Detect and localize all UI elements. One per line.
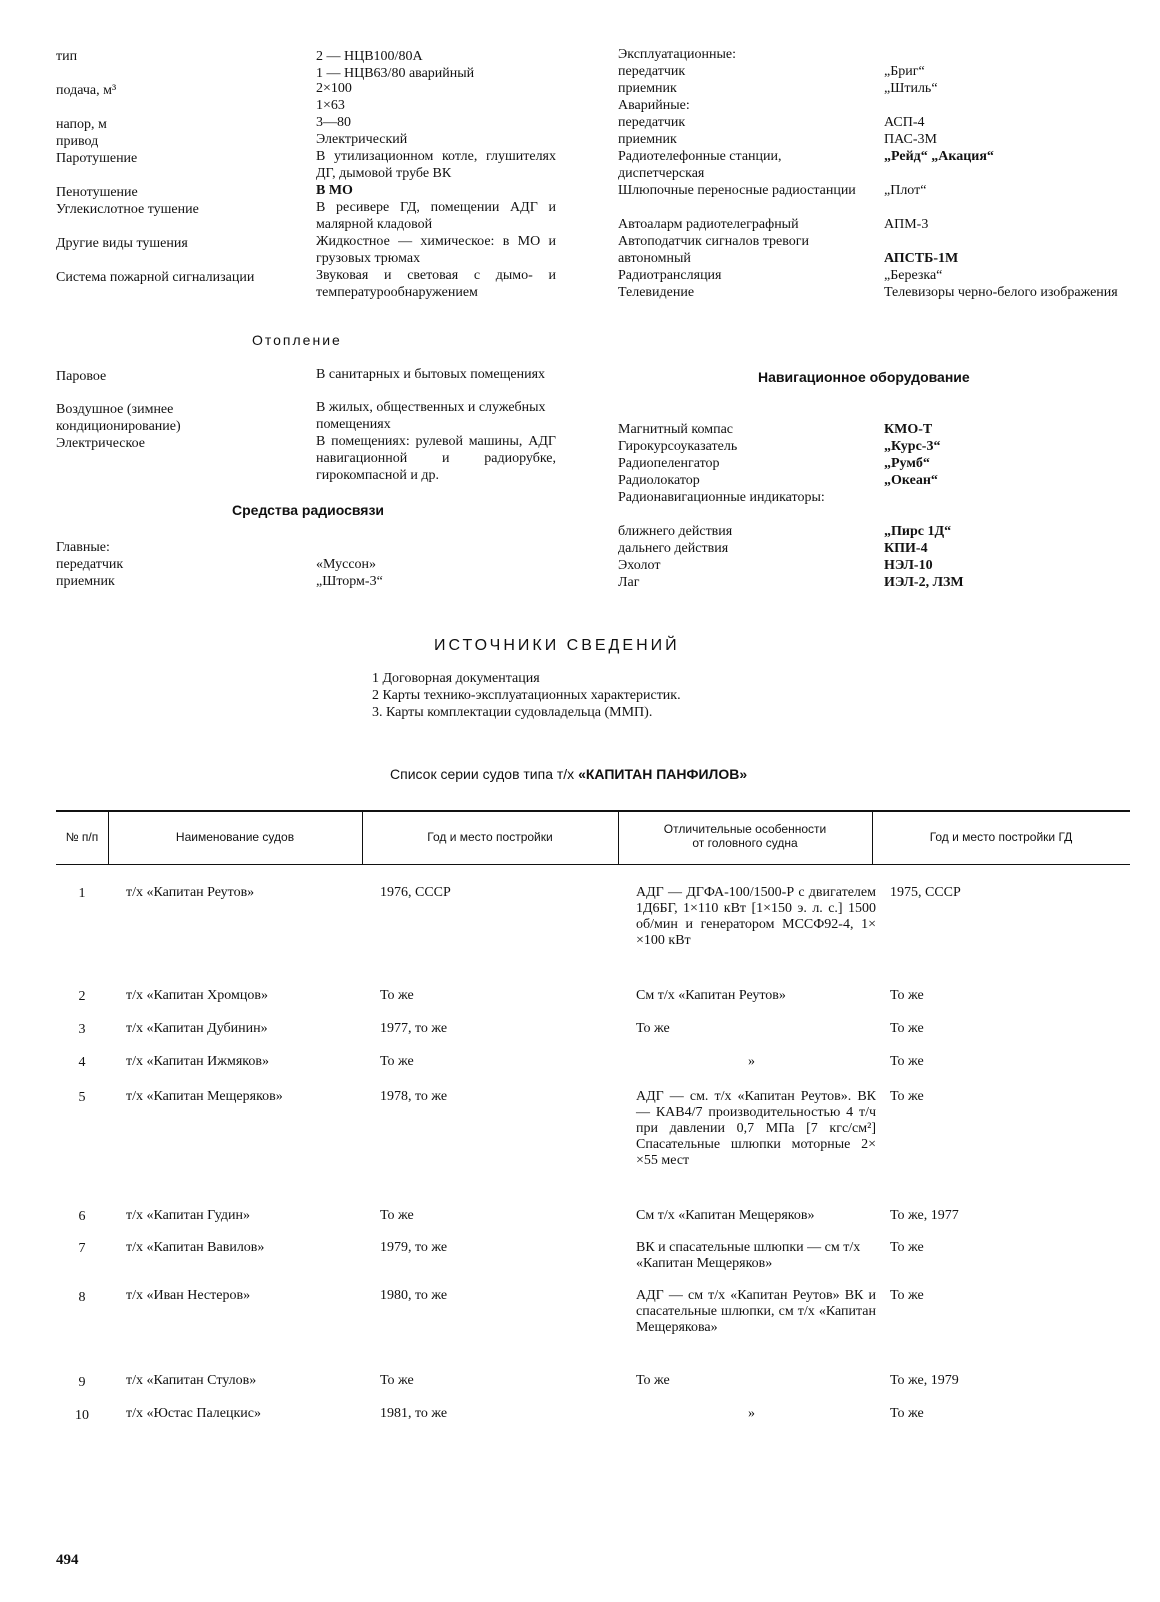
row-num: 2 [78,989,86,1004]
row-year: 1977, то же [380,1021,448,1036]
spec-value: Звуковая и световая с дымо- и температурообнаружением [316,268,556,300]
row-year: То же [380,1373,414,1388]
radio-r-value: „Березка“ [884,268,943,283]
row-diff: ВК и спасательные шлюпки — см т/х «Капитан Мещеряков» [636,1240,861,1271]
row-diff: » [748,1054,755,1069]
spec-label: тип [56,49,78,64]
radio-r-value: АПМ-3 [884,217,929,232]
row-gd: 1975, СССР [890,885,961,900]
heating-value: В помещениях: рулевой машины, АДГ навигационной и радиорубке, гирокомпасной и др. [316,434,556,483]
nav-label: Гирокурсоуказатель [618,439,738,454]
radio-r-label: Радиотрансляция [618,268,722,283]
row-year: То же [380,988,414,1003]
nav-label: Магнитный компас [618,422,734,437]
row-name: т/х «Капитан Гудин» [126,1208,250,1223]
radio-r-value: АПСТБ-1М [884,251,959,266]
spec-label: подача, м³ [56,83,117,98]
nav-label: дальнего действия [618,541,729,556]
row-diff: То же [636,1021,670,1036]
series-title-prefix: Список серии судов типа т/х [390,766,579,782]
spec-label: Другие виды тушения [56,236,188,251]
row-num: 3 [78,1022,86,1037]
radio-r-label: приемник [618,81,677,96]
row-name: т/х «Капитан Стулов» [126,1373,257,1388]
table-header-rule [56,864,1130,865]
radio-r-value: „Бриг“ [884,64,925,79]
nav-value: КПИ-4 [884,541,928,556]
header-year: Год и место постройки [427,830,553,844]
page-number: 494 [56,1552,79,1568]
row-name: т/х «Юстас Палецкис» [126,1406,261,1421]
radio-value: „Шторм-3“ [316,574,383,589]
radio-r-value: Телевизоры черно-белого изображения [884,285,1118,300]
nav-value: „Курс-3“ [884,439,941,454]
row-name: т/х «Капитан Дубинин» [126,1021,268,1036]
nav-label: Радиопеленгатор [618,456,720,471]
radio-r-value: „Плот“ [884,183,927,198]
radio-r-value: „Штиль“ [884,81,938,96]
radio-r-label: передатчик [618,115,686,130]
heating-label: Воздушное (зимнее кондиционирование) [56,402,181,434]
table-top-rule [56,810,1130,812]
source-item: 2 Карты технико-эксплуатационных характеристик. [372,688,681,703]
row-diff: АДГ — см т/х «Капитан Реутов» ВК и спасательные шлюпки, см т/х «Капитан Мещерякова» [636,1288,876,1335]
radio-label: приемник [56,574,115,589]
row-gd: То же, 1979 [890,1373,959,1388]
spec-value: Жидкостное — химическое: в МО и грузовых трюмах [316,234,556,266]
spec-label: Паротушение [56,151,138,166]
row-name: т/х «Иван Нестеров» [126,1288,251,1303]
nav-value: „Пирс 1Д“ [884,524,952,539]
row-num: 7 [78,1241,86,1256]
radio-r-value: ПАС-3М [884,132,937,147]
radio-r-label: передатчик [618,64,686,79]
spec-label: Система пожарной сигнализации [56,270,255,285]
nav-label: ближнего действия [618,524,733,539]
row-year: То же [380,1208,414,1223]
source-item: 1 Договорная документация [372,671,540,686]
spec-value: 2×100 1×63 [316,81,352,113]
radio-r-label: Автоподатчик сигналов тревоги автономный [618,234,809,266]
radio-r-label: Аварийные: [618,98,690,113]
row-diff: АДГ — см. т/х «Капитан Реутов». ВК — КАВ4/7 производительностью 4 т/ч при давлении 0,7 МПа [7 кгс/см²] Спасательные шлюпки моторные 2× ×55 мест [636,1089,876,1168]
nav-label: Лаг [618,575,640,590]
heating-label: Электрическое [56,436,145,451]
series-title-name: «КАПИТАН ПАНФИЛОВ» [578,766,748,782]
heating-value: В санитарных и бытовых помещениях [316,367,546,382]
row-gd: То же, 1977 [890,1208,959,1223]
radio-group-label: Главные: [56,540,110,555]
row-diff: См т/х «Капитан Мещеряков» [636,1208,815,1223]
spec-value: 3—80 [316,115,351,130]
nav-value: „Океан“ [884,473,938,488]
row-name: т/х «Капитан Реутов» [126,885,255,900]
spec-value: В ресивере ГД, помещении АДГ и малярной кладовой [316,200,556,232]
heating-value: В жилых, общественных и служебных помещениях [316,400,546,432]
row-num: 10 [75,1408,89,1423]
row-name: т/х «Капитан Ижмяков» [126,1054,269,1069]
spec-label: Углекислотное тушение [56,202,199,217]
radio-r-value: „Рейд“ „Акация“ [884,149,994,164]
row-num: 5 [78,1090,86,1105]
series-title [390,766,747,782]
row-name: т/х «Капитан Хромцов» [126,988,268,1003]
row-gd: То же [890,1288,924,1303]
row-year: То же [380,1054,414,1069]
spec-value: В утилизационном котле, глушителях ДГ, дымовой трубе ВК [316,149,556,181]
heating-label: Паровое [56,369,107,384]
header-diff: Отличительные особенности от головного судна [663,822,827,850]
nav-value: ИЭЛ-2, ЛЗМ [884,575,964,590]
row-gd: То же [890,1054,924,1069]
heating-title: Отопление [252,332,342,348]
spec-value: В МО [316,183,353,198]
spec-label: напор, м [56,117,107,132]
row-num: 9 [78,1375,86,1390]
nav-value: КМО-Т [884,422,933,437]
spec-value: Электрический [316,132,408,147]
source-item: 3. Карты комплектации судовладельца (ММП). [372,705,653,720]
row-num: 6 [78,1209,86,1224]
navigation-title: Навигационное оборудование [758,369,970,385]
radio-label: передатчик [56,557,124,572]
nav-value: НЭЛ-10 [884,558,933,573]
row-diff: То же [636,1373,670,1388]
row-gd: То же [890,1406,924,1421]
row-name: т/х «Капитан Вавилов» [126,1240,265,1255]
radio-title: Средства радиосвязи [232,502,385,518]
radio-r-label: Эксплуатационные: [618,47,737,62]
row-num: 8 [78,1290,86,1305]
radio-r-label: Радиотелефонные станции, диспетчерская [618,149,782,181]
sources-title: ИСТОЧНИКИ СВЕДЕНИЙ [434,637,680,654]
radio-r-label: Автоаларм радиотелеграфный [618,217,799,232]
row-year: 1981, то же [380,1406,448,1421]
header-gd: Год и место постройки ГД [929,830,1073,844]
row-year: 1979, то же [380,1240,448,1255]
spec-label: привод [56,134,99,149]
radio-value: «Муссон» [316,557,377,572]
row-diff: » [748,1406,755,1421]
radio-r-value: АСП-4 [884,115,925,130]
row-gd: То же [890,1089,924,1104]
nav-label: Радионавигационные индикаторы: [618,490,825,505]
row-diff: АДГ — ДГФА-100/1500-Р с двигателем 1Д6БГ, 1×110 кВт [1×150 э. л. с.] 1500 об/мин и генератором МССФ92-4, 1× ×100 кВт [636,885,876,948]
row-gd: То же [890,1021,924,1036]
spec-value: 2 — НЦВ100/80А 1 — НЦВ63/80 аварийный [316,49,475,81]
row-gd: То же [890,1240,924,1255]
row-year: 1978, то же [380,1089,448,1104]
row-num: 1 [78,886,86,901]
nav-value: „Румб“ [884,456,930,471]
header-name: Наименование судов [175,830,295,844]
radio-r-label: приемник [618,132,677,147]
row-diff: См т/х «Капитан Реутов» [636,988,786,1003]
nav-label: Эхолот [618,558,661,573]
row-gd: То же [890,988,924,1003]
nav-label: Радиолокатор [618,473,700,488]
row-year: 1980, то же [380,1288,448,1303]
header-num: № п/п [65,830,99,844]
spec-label: Пенотушение [56,185,138,200]
row-year: 1976, СССР [380,885,451,900]
row-num: 4 [78,1055,86,1070]
radio-r-label: Шлюпочные переносные радиостанции [618,183,856,198]
radio-r-label: Телевидение [618,285,695,300]
row-name: т/х «Капитан Мещеряков» [126,1089,283,1104]
